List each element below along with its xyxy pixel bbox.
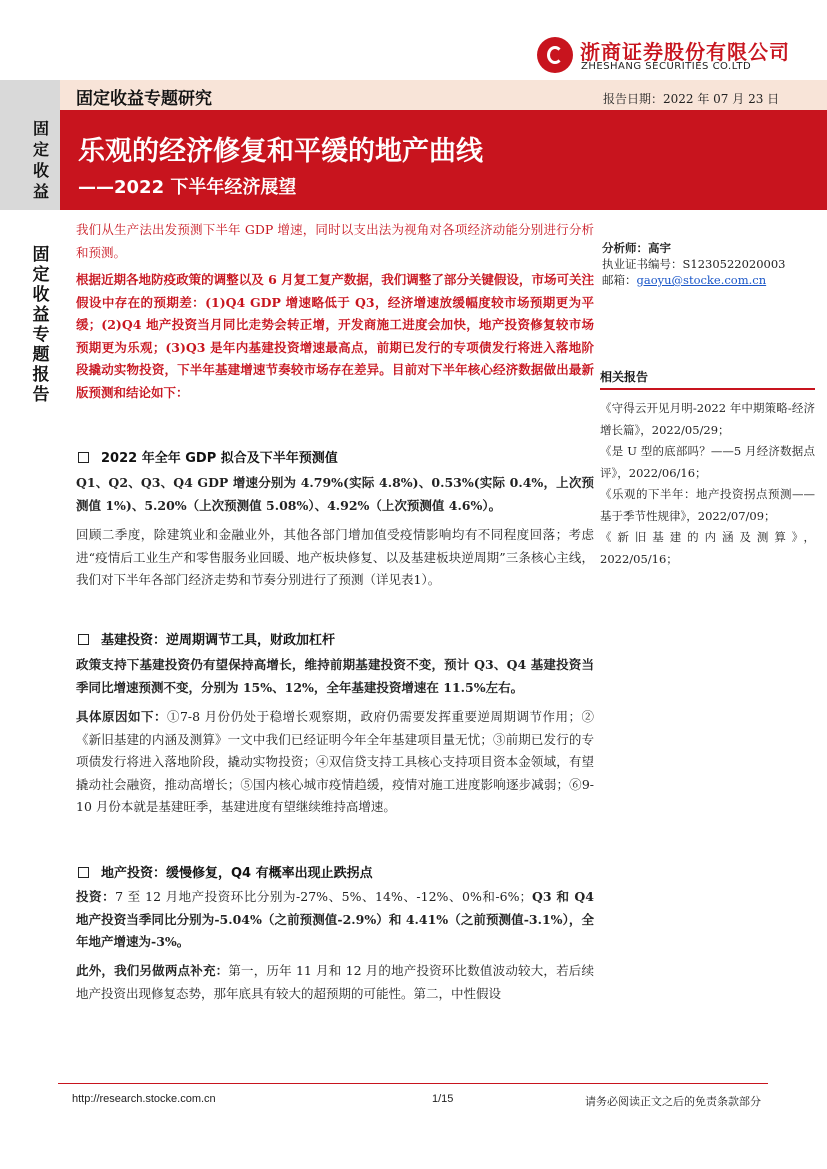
analyst-name: 分析师：高宇 — [602, 241, 671, 255]
report-subtitle: ——2022 下半年经济展望 — [78, 177, 297, 198]
divider — [600, 388, 815, 390]
section-heading-text: 2022 年全年 GDP 拟合及下半年预测值 — [101, 451, 338, 466]
side-tag: 固定收益 — [32, 119, 49, 201]
infrastructure-reasons — [76, 706, 594, 819]
gdp-review: 回顾二季度，除建筑业和金融业外，其他各部门增加值受疫情影响均有不同程度回落；考虑进“疫情后工业生产和零售服务业回暖、地产板块修复、以及基建板块逆周期”三条核心主线，我们对下半年各部门经济走势和节奏分别进行了预测（详见表1）。 — [76, 527, 594, 587]
related-reports-list — [600, 398, 815, 570]
company-name-en: ZHESHANG SECURITIES CO.LTD — [581, 61, 752, 72]
report-category: 固定收益专题研究 — [76, 89, 212, 109]
related-reports-title: 相关报告 — [600, 370, 649, 384]
page-number: 1/15 — [432, 1093, 454, 1105]
supplement-lead: 此外，我们另做两点补充： — [76, 963, 229, 978]
intro-paragraph: 我们从生产法出发预测下半年 GDP 增速，同时以支出法为视角对各项经济动能分别进行分析和预测。 — [76, 222, 594, 260]
section-heading-text: 基建投资：逆周期调节工具，财政加杠杆 — [101, 633, 336, 648]
analyst-email-row — [602, 272, 812, 288]
real-estate-investment — [76, 886, 594, 954]
section-heading-text: 地产投资：缓慢修复，Q4 有概率出现止跌拐点 — [101, 866, 373, 881]
company-name-cn: 浙商证券股份有限公司 — [580, 40, 790, 64]
footer-url[interactable]: http://research.stocke.com.cn — [72, 1093, 216, 1105]
gdp-forecast: Q1、Q2、Q3、Q4 GDP 增速分别为 4.79%(实际 4.8%)、0.53%(实际 0.4%，上次预测值 1%)、5.20%（上次预测值 5.08%）、4.92%（上次预测值 4.6%）。 — [76, 475, 594, 513]
footer-divider — [58, 1083, 768, 1084]
checkbox-bullet-icon — [78, 452, 89, 463]
analyst-license: 执业证书编号：S1230522020003 — [602, 257, 786, 271]
related-report-item: 《乐观的下半年：地产投资拐点预测——基于季节性规律》，2022/07/09； — [600, 487, 815, 523]
reasons-lead: 具体原因如下： — [76, 709, 167, 724]
checkbox-bullet-icon — [78, 867, 89, 878]
email-link[interactable]: gaoyu@stocke.com.cn — [636, 273, 767, 287]
report-title: 乐观的经济修复和平缓的地产曲线 — [78, 136, 483, 167]
related-report-item: 《守得云开见月明-2022 年中期策略-经济增长篇》，2022/05/29； — [600, 401, 815, 437]
infrastructure-forecast: 政策支持下基建投资仍有望保持高增长，维持前期基建投资不变，预计 Q3、Q4 基建投资当季同比增速预测不变，分别为 15%、12%，全年基建投资增速在 11.5%左右。 — [76, 657, 594, 695]
section-heading-infrastructure — [78, 629, 335, 648]
company-logo-icon — [537, 37, 573, 73]
related-report-item: 《新旧基建的内涵及测算》，2022/05/16； — [600, 530, 815, 566]
section-heading-gdp — [78, 447, 338, 466]
investment-lead: 投资： — [76, 889, 116, 904]
reasons-body: ①7-8 月份仍处于稳增长观察期，政府仍需要发挥重要逆周期调节作用；②《新旧基建的内涵及测算》一文中我们已经证明今年全年基建项目量无忧；③前期已发行的专项债发行将进入落地阶段，撬动实物投资；④双信贷支持工具核心支持项目资本金领域，有望撬动社会融资，推动高增长；⑤国内核心城市疫情趋缓，疫情对施工进度影响逐步减弱；⑥9-10 月份本就是基建旺季，基建进度有望继续维持高增速。 — [76, 709, 594, 814]
footer-disclaimer: 请务必阅读正文之后的免责条款部分 — [585, 1095, 761, 1108]
investment-body: 7 至 12 月地产投资环比分别为-27%、5%、14%、-12%、0%和-6%； — [115, 889, 532, 904]
side-label: 固定收益专题报告 — [32, 245, 50, 405]
real-estate-supplement — [76, 960, 594, 1005]
checkbox-bullet-icon — [78, 634, 89, 645]
section-heading-real-estate — [78, 862, 373, 881]
supplement-body: 第一，历年 11 月和 12 月的地产投资环比数值波动较大，若后续地产投资出现修复态势，那年底具有较大的超预期的可能性。第二，中性假设 — [76, 963, 594, 1001]
report-date: 报告日期：2022 年 07 月 23 日 — [603, 92, 780, 106]
email-label: 邮箱： — [602, 273, 637, 287]
intro-key-points: 根据近期各地防疫政策的调整以及 6 月复工复产数据，我们调整了部分关键假设，市场可关注假设中存在的预期差：(1)Q4 GDP 增速略低于 Q3，经济增速放缓幅度较市场预期更为平缓；(2)Q4 地产投资当月同比走势会转正增，开发商施工进度会加快，地产投资修复较市场预期更为乐观；(3)Q3 是年内基建投资增速最高点，前期已发行的专项债发行将进入落地阶段撬动实物投资，下半年基建增速节奏较市场存在差异。目前对下半年核心经济数据做出最新版预测和结论如下： — [76, 272, 594, 400]
investment-forecast: Q3 和 Q4 地产投资当季同比分别为-5.04%（之前预测值-2.9%）和 4.41%（之前预测值-3.1%），全年地产增速为-3%。 — [76, 889, 594, 949]
related-report-item: 《是 U 型的底部吗？——5 月经济数据点评》，2022/06/16； — [600, 444, 815, 480]
